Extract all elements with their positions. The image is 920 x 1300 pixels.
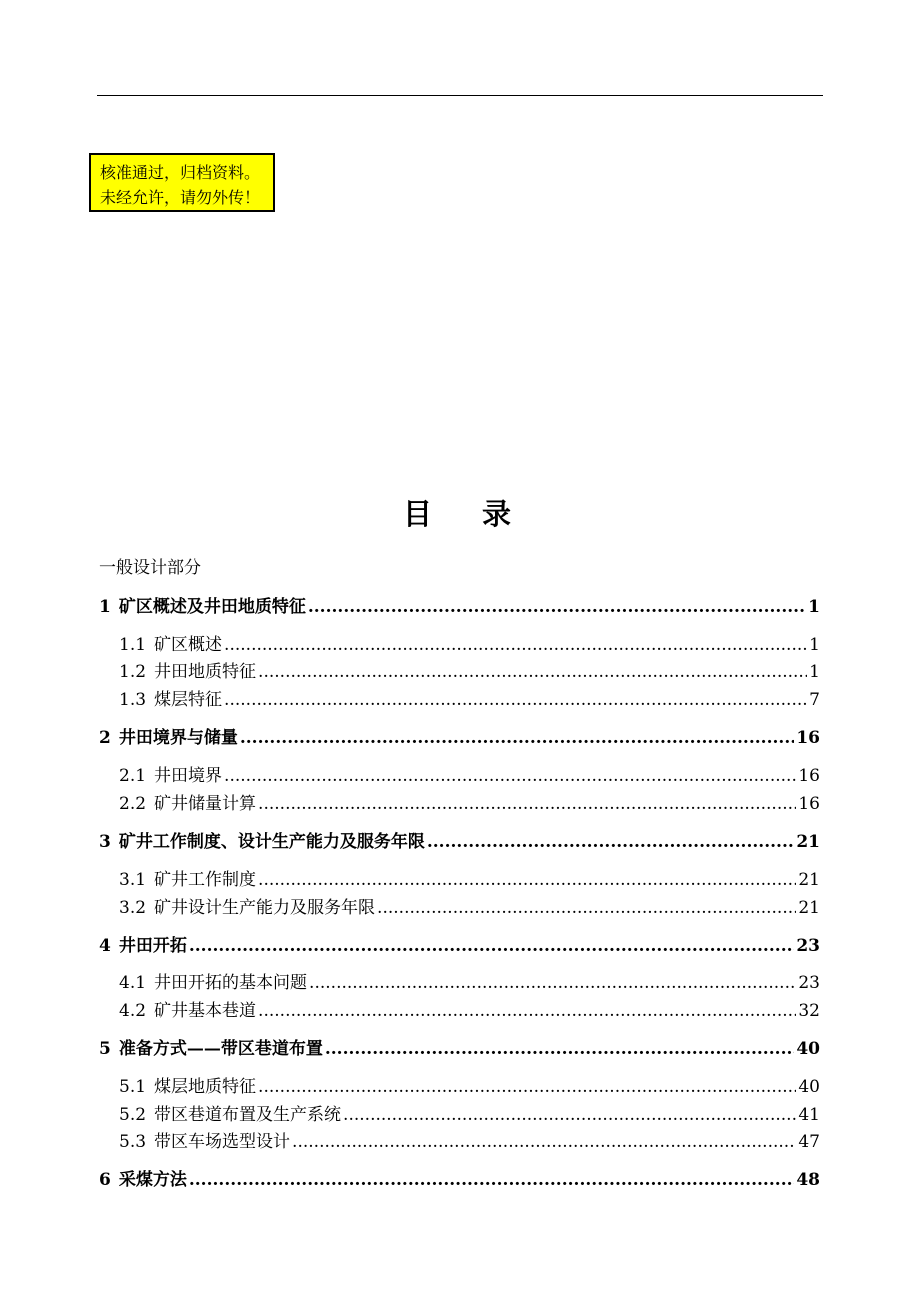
toc-dot-leader [224, 635, 807, 655]
toc-section-entry[interactable] [119, 1100, 820, 1124]
toc-entry-number: 4.1 [119, 973, 147, 993]
toc-section-entry[interactable] [119, 630, 820, 654]
toc-entry-title: 矿区概述及井田地质特征 [118, 597, 306, 617]
toc-entry-title: 井田开拓 [118, 936, 187, 956]
toc-entry-title: 矿井工作制度、设计生产能力及服务年限 [118, 832, 425, 852]
toc-dot-leader [258, 1077, 796, 1097]
toc-dot-leader [292, 1132, 796, 1152]
toc-entry-title: 矿井储量计算 [154, 794, 257, 814]
toc-entry-title: 矿井工作制度 [154, 870, 257, 890]
toc-entry-number: 4 [99, 936, 111, 956]
toc-dot-leader [325, 1039, 794, 1059]
toc-section-entry[interactable] [119, 893, 820, 917]
toc-dot-leader [224, 766, 796, 786]
toc-entry-title: 煤层特征 [154, 690, 223, 710]
toc-dot-leader [377, 898, 796, 918]
toc-entry-page: 48 [796, 1170, 820, 1190]
toc-dot-leader [189, 1170, 794, 1190]
toc-entry-title: 井田境界 [154, 766, 223, 786]
toc-dot-leader [343, 1105, 796, 1125]
toc-entry-page: 21 [796, 832, 820, 852]
toc-dot-leader [224, 690, 807, 710]
toc-entry-page: 23 [798, 973, 820, 993]
toc-entry-page: 21 [798, 898, 820, 918]
toc-entry-page: 40 [796, 1039, 820, 1059]
toc-entry-number: 4.2 [119, 1001, 147, 1021]
toc-entry-number: 2.2 [119, 794, 147, 814]
toc-section-entry[interactable] [119, 1127, 820, 1151]
toc-entry-number: 6 [99, 1170, 111, 1190]
toc-title-right: 录 [482, 497, 518, 531]
toc-chapter-entry[interactable] [99, 592, 820, 616]
toc-dot-leader [427, 832, 794, 852]
toc-section-entry[interactable] [119, 685, 820, 709]
toc-entry-number: 5.3 [119, 1132, 147, 1152]
toc-title [0, 492, 920, 533]
toc-dot-leader [308, 597, 806, 617]
toc-entry-title: 煤层地质特征 [154, 1077, 257, 1097]
stamp-line-2: 未经允许，请勿外传！ [100, 188, 261, 207]
toc-dot-leader [258, 662, 807, 682]
toc-dot-leader [258, 1001, 796, 1021]
toc-part-label: 一般设计部分 [99, 558, 201, 578]
toc-chapter-entry[interactable] [99, 1034, 820, 1058]
toc-entry-page: 23 [796, 936, 820, 956]
toc-entry-title: 采煤方法 [118, 1170, 187, 1190]
toc-entry-title: 矿井基本巷道 [154, 1001, 257, 1021]
toc-section-entry[interactable] [119, 1072, 820, 1096]
toc-entry-page: 1 [808, 597, 820, 617]
toc-entry-number: 1 [99, 597, 111, 617]
toc-dot-leader [258, 794, 796, 814]
toc-entry-page: 47 [798, 1132, 820, 1152]
toc-dot-leader [258, 870, 796, 890]
toc-entry-number: 2 [99, 728, 111, 748]
toc-section-entry[interactable] [119, 968, 820, 992]
toc-entry-number: 5 [99, 1039, 111, 1059]
toc-section-entry[interactable] [119, 996, 820, 1020]
toc-title-left: 目 [402, 497, 438, 531]
toc-dot-leader [189, 936, 794, 956]
toc-entry-number: 5.2 [119, 1105, 147, 1125]
toc-dot-leader [309, 973, 796, 993]
toc-section-entry[interactable] [119, 761, 820, 785]
toc-entry-title: 井田境界与储量 [118, 728, 238, 748]
toc-entry-page: 21 [798, 870, 820, 890]
toc-entry-page: 7 [809, 690, 820, 710]
toc-entry-title: 井田地质特征 [154, 662, 257, 682]
toc-entry-number: 3 [99, 832, 111, 852]
toc-entry-title: 井田开拓的基本问题 [154, 973, 308, 993]
toc-entry-number: 1.1 [119, 635, 147, 655]
toc-chapter-entry[interactable] [99, 1165, 820, 1189]
stamp-line-1: 核准通过，归档资料。 [100, 163, 261, 182]
toc-entry-number: 3.2 [119, 898, 147, 918]
toc-entry-number: 1.2 [119, 662, 147, 682]
toc-chapter-entry[interactable] [99, 827, 820, 851]
toc-entry-page: 1 [809, 635, 820, 655]
toc-entry-page: 1 [809, 662, 820, 682]
toc-entry-title: 准备方式——带区巷道布置 [118, 1039, 323, 1059]
toc-entry-title: 带区巷道布置及生产系统 [154, 1105, 342, 1125]
toc-chapter-entry[interactable] [99, 723, 820, 747]
approval-stamp [89, 153, 275, 212]
toc-section-entry[interactable] [119, 657, 820, 681]
toc-section-entry[interactable] [119, 865, 820, 889]
toc-section-entry[interactable] [119, 789, 820, 813]
header-rule [97, 95, 823, 96]
toc-entry-title: 矿区概述 [154, 635, 223, 655]
toc-entry-page: 32 [798, 1001, 820, 1021]
toc-dot-leader [240, 728, 794, 748]
toc-entry-number: 2.1 [119, 766, 147, 786]
toc-chapter-entry[interactable] [99, 931, 820, 955]
toc-entry-page: 16 [798, 794, 820, 814]
toc-entry-title: 带区车场选型设计 [154, 1132, 291, 1152]
toc-entry-number: 3.1 [119, 870, 147, 890]
toc-entry-page: 16 [798, 766, 820, 786]
toc-entry-page: 40 [798, 1077, 820, 1097]
toc-entry-page: 41 [798, 1105, 820, 1125]
toc-entry-number: 1.3 [119, 690, 147, 710]
toc-entry-title: 矿井设计生产能力及服务年限 [154, 898, 376, 918]
toc-entry-page: 16 [796, 728, 820, 748]
toc-entry-number: 5.1 [119, 1077, 147, 1097]
